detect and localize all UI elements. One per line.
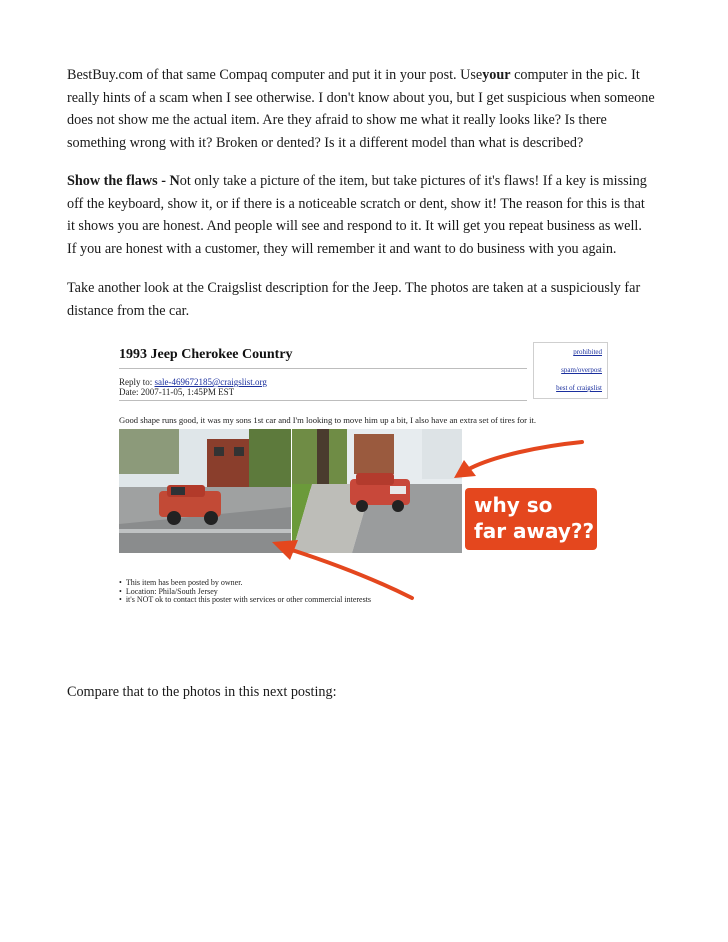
listing-title: 1993 Jeep Cherokee Country [119, 347, 293, 362]
listing-description: Good shape runs good, it was my sons 1st car and I'm looking to move him up a bit, I also have an extra set of tires for it. [119, 415, 537, 425]
paragraph-line: Take another look at the Craigslist description for the Jeep. The photos are taken at a suspiciously far [67, 280, 641, 296]
list-item: • This item has been posted by owner. [119, 579, 371, 588]
paragraph-2 [67, 170, 667, 260]
flag-best-of-link[interactable]: best of craigslist [556, 384, 602, 392]
callout-text: why so far away?? [474, 493, 595, 543]
craigslist-listing-screenshot [112, 338, 610, 610]
section-heading: Show the flaws - N [67, 173, 180, 189]
paragraph-line: does not show me the actual item. Are they afraid to show me what it really looks like? Is there [67, 112, 607, 129]
list-item: • Location: Phila/South Jersey [119, 588, 371, 597]
flag-prohibited-link[interactable]: prohibited [573, 348, 602, 356]
listing-bullets [119, 579, 371, 605]
paragraph-line: really hints of a scam when I see otherwise. I don't know about you, but I get suspicious when someone [67, 89, 655, 106]
paragraph-line: Show the flaws - Not only take a picture of the item, but take pictures of it's flaws! If a key is missing [67, 173, 647, 189]
paragraph-line: If you are honest with a customer, they will remember it and want to do business with you again. [67, 240, 617, 257]
reply-email-link[interactable]: sale-469672185@craigslist.org [154, 377, 267, 387]
listing-date: Date: 2007-11-05, 1:45PM EST [119, 387, 235, 397]
paragraph-line: off the keyboard, show it, or if there is a noticeable scratch or dent, show it! The reason for this is that [67, 195, 645, 212]
paragraph-line: it shows you are honest. And people will see and respond to it. It will get you repeat business as well. [67, 218, 642, 235]
flag-spam-link[interactable]: spam/overpost [561, 366, 602, 374]
list-item: • it's NOT ok to contact this poster with services or other commercial interests [119, 596, 371, 605]
paragraph-line: BestBuy.com of that same Compaq computer and put it in your post. Useyour computer in the pic. It [67, 67, 640, 83]
paragraph-3 [67, 277, 667, 322]
paragraph-line: Compare that to the photos in this next posting: [67, 684, 337, 700]
paragraph-1 [67, 64, 667, 154]
paragraph-line: something wrong with it? Broken or dented? Is it a different model than what is described? [67, 134, 584, 151]
arrow-annotations [112, 338, 610, 610]
emphasis-your: your [482, 67, 511, 83]
listing-meta: Reply to: sale-469672185@craigslist.org Date: 2007-11-05, 1:45PM EST [119, 377, 267, 397]
paragraph-line: distance from the car. [67, 302, 190, 319]
paragraph-4 [67, 681, 667, 704]
